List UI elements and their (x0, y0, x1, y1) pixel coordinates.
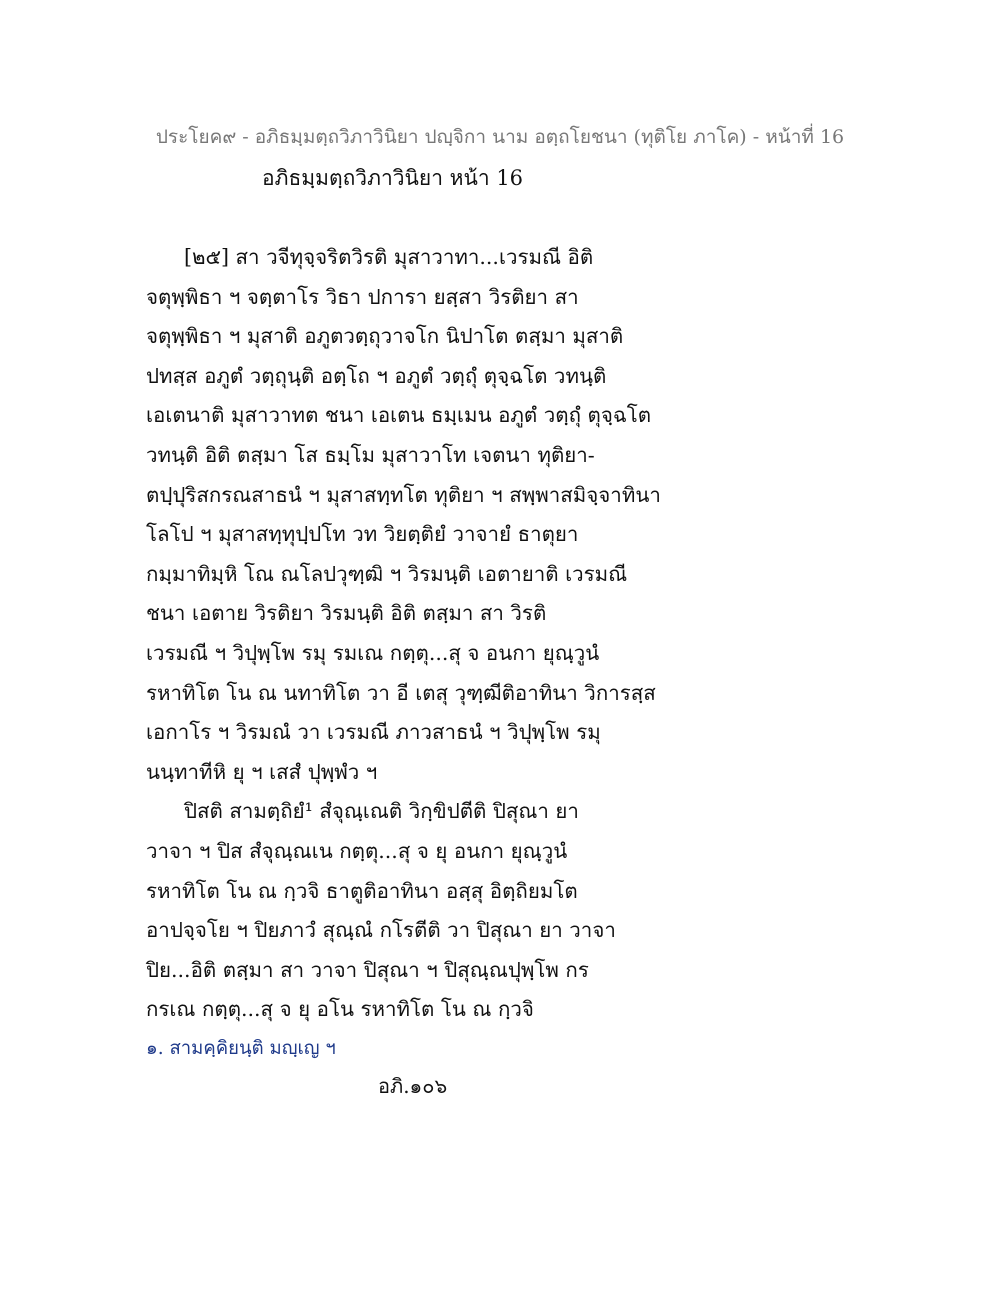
text-line: กมฺมาทิมฺหิ โณ ณโลปวุฑฺฒิ ฯ วิรมนฺติ เอตายาติ เวรมณี (146, 561, 628, 586)
text-line: เวรมณี ฯ วิปุพฺโพ รมุ รมเณ กตฺตุ...สุ จ อนกา ยุณฺวูนํ (146, 640, 600, 665)
text-line: ปิสติ สามตฺถิยํ¹ สํจุณฺเณติ วิกฺขิปตีติ ปิสุณา ยา (184, 799, 579, 824)
page-subtitle: อภิธมฺมตฺถวิภาวินิยา หน้า 16 (262, 166, 524, 190)
text-line: อาปจฺจโย ฯ ปิยภาวํ สุณฺณํ กโรตีติ วา ปิสุณา ยา วาจา (146, 918, 616, 943)
text-line: วาจา ฯ ปิส สํจุณฺณเน กตฺตุ...สุ จ ยุ อนกา ยุณฺวูนํ (146, 838, 568, 863)
footnote: ๑. สามคฺคิยนฺติ มญฺเญ ฯ (146, 1038, 336, 1059)
running-header: ประโยค๙ - อภิธมฺมตฺถวิภาวินิยา ปญฺจิกา นาม อตฺถโยชนา (ทุติโย ภาโค) - หน้าที่ 16 (155, 126, 845, 148)
text-line: กรเณ กตฺตุ...สุ จ ยุ อโน รหาทิโต โน ณ กฺวจิ (146, 997, 534, 1022)
body-text (146, 238, 666, 1030)
text-line: ชนา เอตาย วิรติยา วิรมนฺติ อิติ ตสฺมา สา วิรติ (146, 601, 547, 626)
text-line: วทนฺติ อิติ ตสฺมา โส ธมฺโม มุสาวาโท เจตนา ทุติยา- (146, 442, 595, 467)
text-line: ตปฺปุริสกรณสาธนํ ฯ มุสาสทฺทโต ทุติยา ฯ สพฺพาสมิจฺจาทินา (146, 482, 661, 507)
text-line: เอเตนาติ มุสาวาทต ชนา เอเตน ธมฺเมน อภูตํ วตฺถุํ ตุจฺฉโต (146, 403, 652, 428)
text-line: จตุพฺพิธา ฯ จตฺตาโร วิธา ปการา ยสฺสา วิรติยา สา (146, 284, 579, 309)
page-reference: อภิ.๑๐๖ (378, 1074, 448, 1098)
text-line: เอกาโร ฯ วิรมณํ วา เวรมณี ภาวสาธนํ ฯ วิปุพฺโพ รมุ (146, 720, 601, 745)
text-line: รหาทิโต โน ณ กฺวจิ ธาตูติอาทินา อสฺสุ อิตฺถิยมโต (146, 878, 578, 903)
text-line: ปิย...อิติ ตสฺมา สา วาจา ปิสุณา ฯ ปิสุณฺณปุพฺโพ กร (146, 957, 589, 982)
text-line: ปทสฺส อภูตํ วตฺถุนฺติ อตฺโถ ฯ อภูตํ วตฺถุํ ตุจฺฉโต วทนฺติ (146, 363, 607, 388)
text-line: [๒๕] สา วจีทุจฺจริตวิรติ มุสาวาทา...เวรมณี อิติ (184, 245, 594, 269)
text-line: รหาทิโต โน ณ นทาทิโต วา อี เตสุ วุฑฺฒีติอาทินา วิการสฺส (146, 680, 656, 705)
text-line: นนฺทาทีหิ ยุ ฯ เสสํ ปุพฺพํว ฯ (146, 759, 378, 784)
text-line: โลโป ฯ มุสาสทฺทุปฺปโท วท วิยตฺติยํ วาจายํ ธาตุยา (146, 522, 579, 547)
text-line: จตุพฺพิธา ฯ มุสาติ อภูตวตฺถุวาจโก นิปาโต ตสฺมา มุสาติ (146, 324, 624, 349)
